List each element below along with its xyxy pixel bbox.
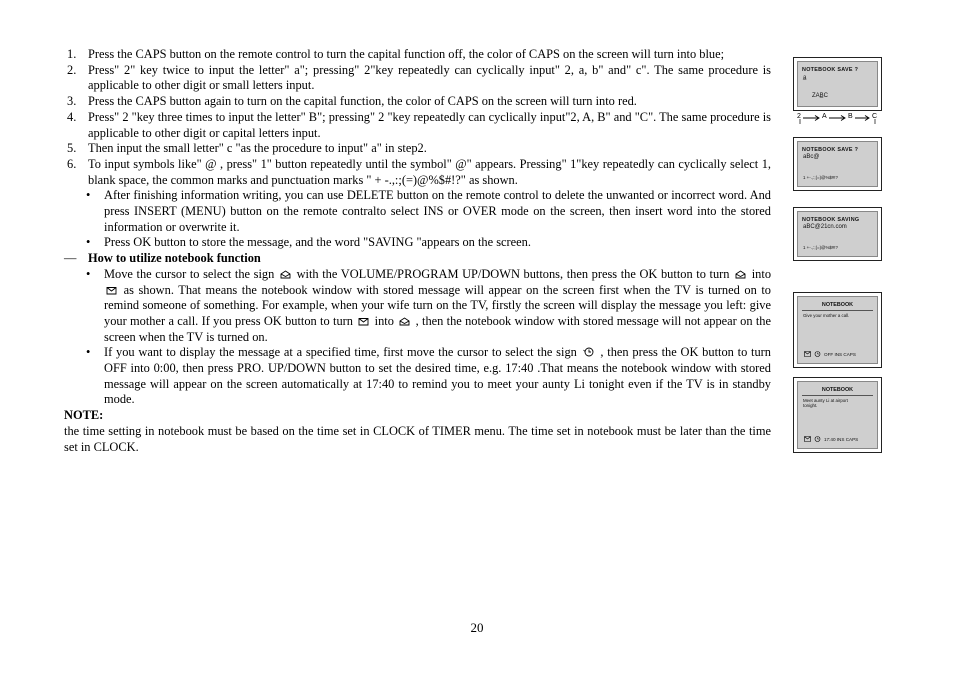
instr-text: into: [751, 266, 772, 281]
screen-cycle-line: ZAB̲C: [812, 93, 829, 99]
instr-text: If you want to display the message at a specified time, first move the cursor to select the sign: [104, 345, 577, 360]
step-4: [64, 110, 771, 141]
clock-icon: [814, 436, 821, 442]
key-cycle-diagram: [797, 113, 881, 123]
step-number: 1.: [67, 47, 77, 61]
bullet-icon: •: [86, 188, 91, 203]
bullet-icon: •: [86, 266, 91, 281]
envelope-open-icon: [399, 317, 410, 326]
envelope-open-icon: [735, 270, 746, 279]
notebook-timer-instructions: [64, 345, 771, 408]
envelope-closed-icon: [804, 436, 811, 442]
screen-title: NOTEBOOK SAVE ?: [802, 67, 859, 73]
step-text: Then input the small letter" c "as the procedure to input" a" in step2.: [88, 141, 427, 156]
page-number: 20: [470, 620, 484, 635]
section-title: How to utilize notebook function: [88, 251, 261, 266]
bullet-icon: •: [86, 345, 91, 360]
screen-area: [797, 61, 878, 107]
clock-icon: [583, 347, 595, 357]
manual-text: [64, 47, 771, 455]
envelope-closed-icon: [106, 286, 117, 295]
step-text: To input symbols like" @ , press" 1" button repeatedly until the symbol" @" appears. Pressing" 1"key repeatedly can cyclically select 1, blank space, the common marks and punctuation marks " + -.,:;(=)@%$#!?" as shown.: [88, 156, 771, 187]
step-6: [64, 157, 771, 188]
notebook-message: Meet aunty Li at airport tonight.: [803, 398, 848, 408]
tip-text: After finishing information writing, you can use DELETE button on the remote control to delete the unwanted or incorrect word. And press INSERT (MENU) button on the remote contralto select INS or OVER mode on the screen, then insert word into the stored information or overwrite it.: [104, 188, 771, 234]
screen-area: [797, 211, 878, 257]
return-arrow-icon: [797, 119, 881, 127]
instr-text: into: [374, 313, 394, 328]
notebook-status-bar: [804, 351, 856, 357]
step-number: 5.: [67, 141, 77, 156]
symbol-strip: 1 +-.,:;(=)@%$#!?: [803, 245, 838, 250]
screen-area: [797, 141, 878, 187]
tip-delete-insert: [64, 188, 771, 235]
instr-text: , then press the OK button to turn OFF into 0:00, then press PRO. UP/DOWN button to set the desired time, e.g. 17:40 .That means the notebook window with stored message will appear on the screen automatically at 17:40 to remind you to meet your aunty Li tonight even if the TV is in standby mode.: [104, 345, 771, 407]
screen-title: NOTEBOOK SAVE ?: [802, 147, 859, 153]
screen-title: NOTEBOOK: [821, 387, 854, 393]
envelope-open-icon: [280, 270, 291, 279]
screen-area: [797, 296, 878, 364]
tv-screen-symbol-input: [793, 137, 882, 191]
tip-save: [64, 235, 771, 251]
instr-text: with the VOLUME/PROGRAM UP/DOWN buttons, then press the OK button to turn: [296, 266, 730, 281]
clock-icon: [814, 351, 821, 357]
step-2: [64, 63, 771, 94]
dash-mark: —: [64, 251, 77, 266]
instr-text: as shown. That means the notebook window with stored message will appear on the screen first when the TV is turned on to remind someone of something. For example, when your wife turn on the TV, firstly the screen will display the message you left: give your mother a call. If you press OK button to turn: [104, 282, 771, 328]
symbol-strip: 1 +-.,:;(=)@%$#!?: [803, 175, 838, 180]
screen-title: NOTEBOOK: [821, 302, 854, 308]
step-3: [64, 94, 771, 110]
cycle-key: 2: [797, 113, 801, 120]
tip-text: Press OK button to store the message, and the word "SAVING "appears on the screen.: [104, 235, 531, 250]
step-text: Press" 2" key twice to input the letter" a"; pressing" 2"key repeatedly can cyclically input" 2, a, b" and" c". The same procedure is applicable to other digit or small letters input.: [88, 62, 771, 93]
step-number: 4.: [67, 109, 77, 124]
envelope-closed-icon: [358, 317, 369, 326]
cycle-b: B: [848, 113, 853, 120]
step-number: 3.: [67, 94, 77, 109]
status-text: 17:40 INS CAPS: [824, 436, 859, 442]
step-text: Press" 2 "key three times to input the letter" B"; pressing" 2 "key repeatedly can cyclically input"2, A, B" and "C". The same procedure is applicable to other digit or capital letters input.: [88, 109, 771, 140]
step-text: Press the CAPS button on the remote control to turn the capital function off, the color of CAPS on the screen will turn into blue;: [88, 47, 725, 61]
step-5: [64, 141, 771, 157]
bullet-icon: •: [86, 235, 91, 250]
cycle-a: A: [822, 113, 827, 120]
step-1: [64, 47, 771, 63]
divider: [802, 310, 873, 311]
tv-screen-caps-input: [793, 57, 882, 111]
screen-title: NOTEBOOK SAVING: [802, 217, 860, 223]
step-number: 6.: [67, 156, 77, 171]
note-heading: NOTE:: [64, 408, 104, 423]
step-text: Press the CAPS button again to turn on the capital function, the color of CAPS on the screen will turn into red.: [88, 94, 637, 109]
instr-text: Move the cursor to select the sign: [104, 266, 275, 281]
step-number: 2.: [67, 62, 77, 77]
status-text: OFF INS CAPS: [824, 351, 856, 357]
note-body: the time setting in notebook must be based on the time set in CLOCK of TIMER menu. The time set in notebook must be later than the time set in CLOCK.: [64, 423, 771, 454]
screen-input-line: aBc@: [803, 154, 820, 160]
screen-area: [797, 381, 878, 449]
envelope-closed-icon: [804, 351, 811, 357]
cycle-c: C: [872, 113, 878, 120]
instr-text: , then the notebook window with stored message will not appear on the screen when the TV is turned on.: [104, 313, 771, 344]
screen-input-line: a̲: [803, 75, 807, 81]
section-heading: [64, 251, 771, 267]
tv-screen-saving: [793, 207, 882, 261]
notebook-message: Give your mother a call.: [803, 313, 850, 318]
divider: [802, 395, 873, 396]
notebook-on-off-instructions: [64, 267, 771, 346]
tv-screen-notebook-message: [793, 292, 882, 368]
notebook-status-bar: [804, 436, 858, 442]
screen-input-line: aBC@21cn.com: [803, 224, 847, 230]
tv-screen-notebook-timer: [793, 377, 882, 453]
